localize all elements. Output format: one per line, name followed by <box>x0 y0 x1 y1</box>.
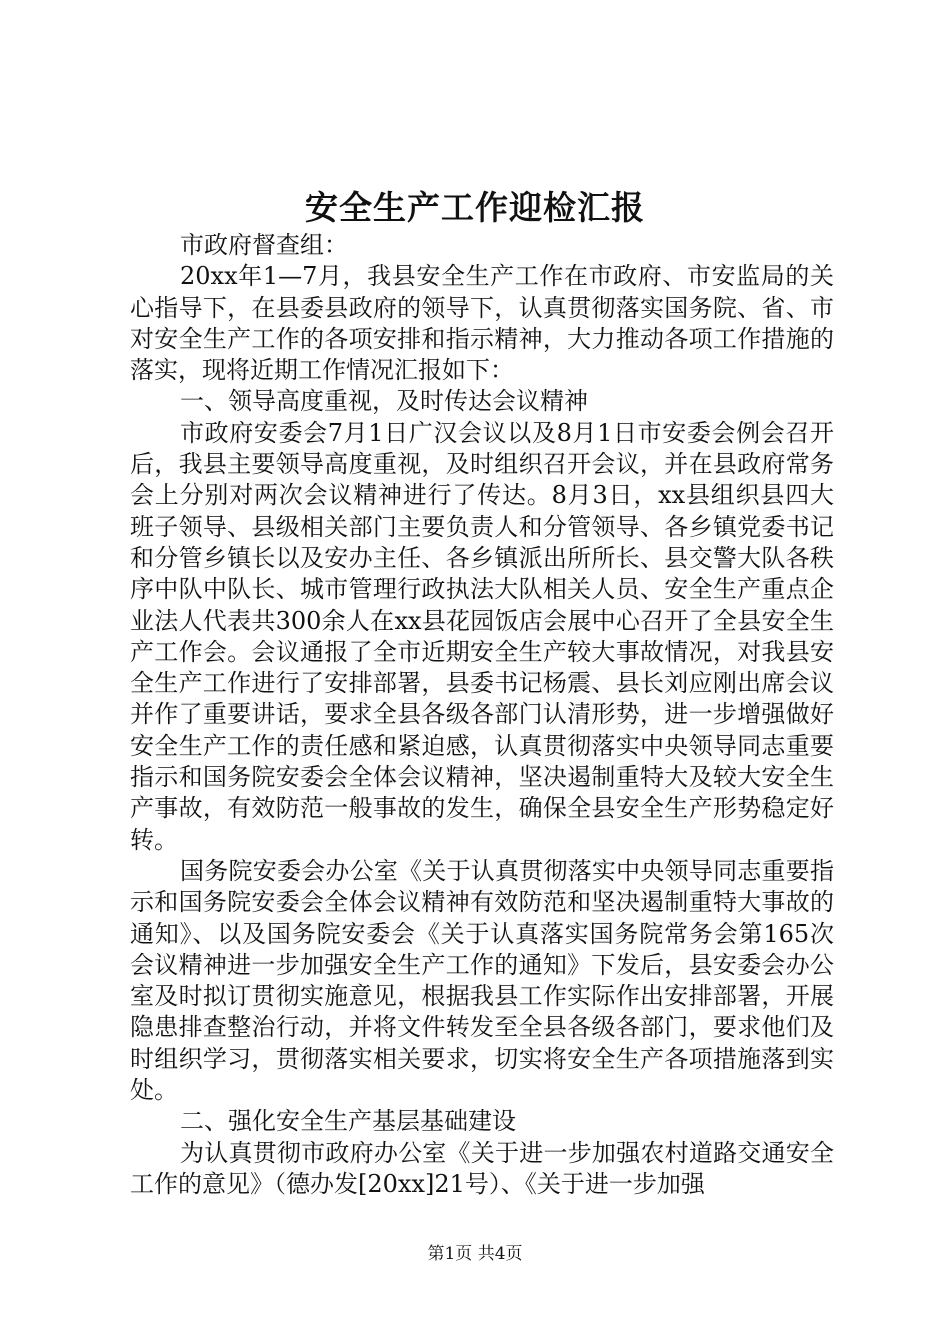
document-title: 安全生产工作迎检汇报 <box>305 188 645 227</box>
page-indicator: 第1页 共4页 <box>427 1244 523 1264</box>
section-heading-1: 一、领导高度重视，及时传达会议精神 <box>180 387 588 416</box>
section-heading-2: 二、强化安全生产基层基础建设 <box>180 1107 516 1136</box>
paragraph-meeting: 市政府安委会7月1日广汉会议以及8月1日市安委会例会召开后，我县主要领导高度重视，及时组织召开会议，并在县政府常务会上分别对两次会议精神进行了传达。8月3日，xx县组织县四大班子领导、县级相关部门主要负责人和分管领导、各乡镇党委书记和分管乡镇长以及安办主任、各乡镇派出所所长、县交警大队各秩序中队中队长、城市管理行政执法大队相关人员、安全生产重点企业法人代表共300余人在xx县花园饭店会展中心召开了全县安全生产工作会。会议通报了全市近期安全生产较大事故情况，对我县安全生产工作进行了安排部署，县委书记杨震、县长刘应刚出席会议并作了重要讲话，要求全县各级各部门认清形势，进一步增强做好安全生产工作的责任感和紧迫感，认真贯彻落实中央领导同志重要指示和国务院安委会全体会议精神，坚决遏制重特大及较大安全生产事故，有效防范一般事故的发生，确保全县安全生产形势稳定好转。 <box>130 418 834 854</box>
paragraph-notice: 国务院安委会办公室《关于认真贯彻落实中央领导同志重要指示和国务院安委会全体会议精神有效防范和坚决遏制重特大事故的通知》、以及国务院安委会《关于认真落实国务院常务会第165次会议精神进一步加强安全生产工作的通知》下发后，县安委会办公室及时拟订贯彻实施意见，根据我县工作实际作出安排部署，开展隐患排查整治行动，并将文件转发至全县各级各部门，要求他们及时组织学习，贯彻落实相关要求，切实将安全生产各项措施落到实处。 <box>130 856 834 1105</box>
paragraph-rural-traffic: 为认真贯彻市政府办公室《关于进一步加强农村道路交通安全工作的意见》（德办发[20xx]21号）、《关于进一步加强 <box>130 1138 834 1198</box>
salutation: 市政府督查组： <box>180 231 348 259</box>
document-body <box>130 230 834 1200</box>
paragraph-intro: 20xx年1—7月，我县安全生产工作在市政府、市安监局的关心指导下，在县委县政府的领导下，认真贯彻落实国务院、省、市对安全生产工作的各项安排和指示精神，大力推动各项工作措施的落实，现将近期工作情况汇报如下： <box>130 262 834 385</box>
